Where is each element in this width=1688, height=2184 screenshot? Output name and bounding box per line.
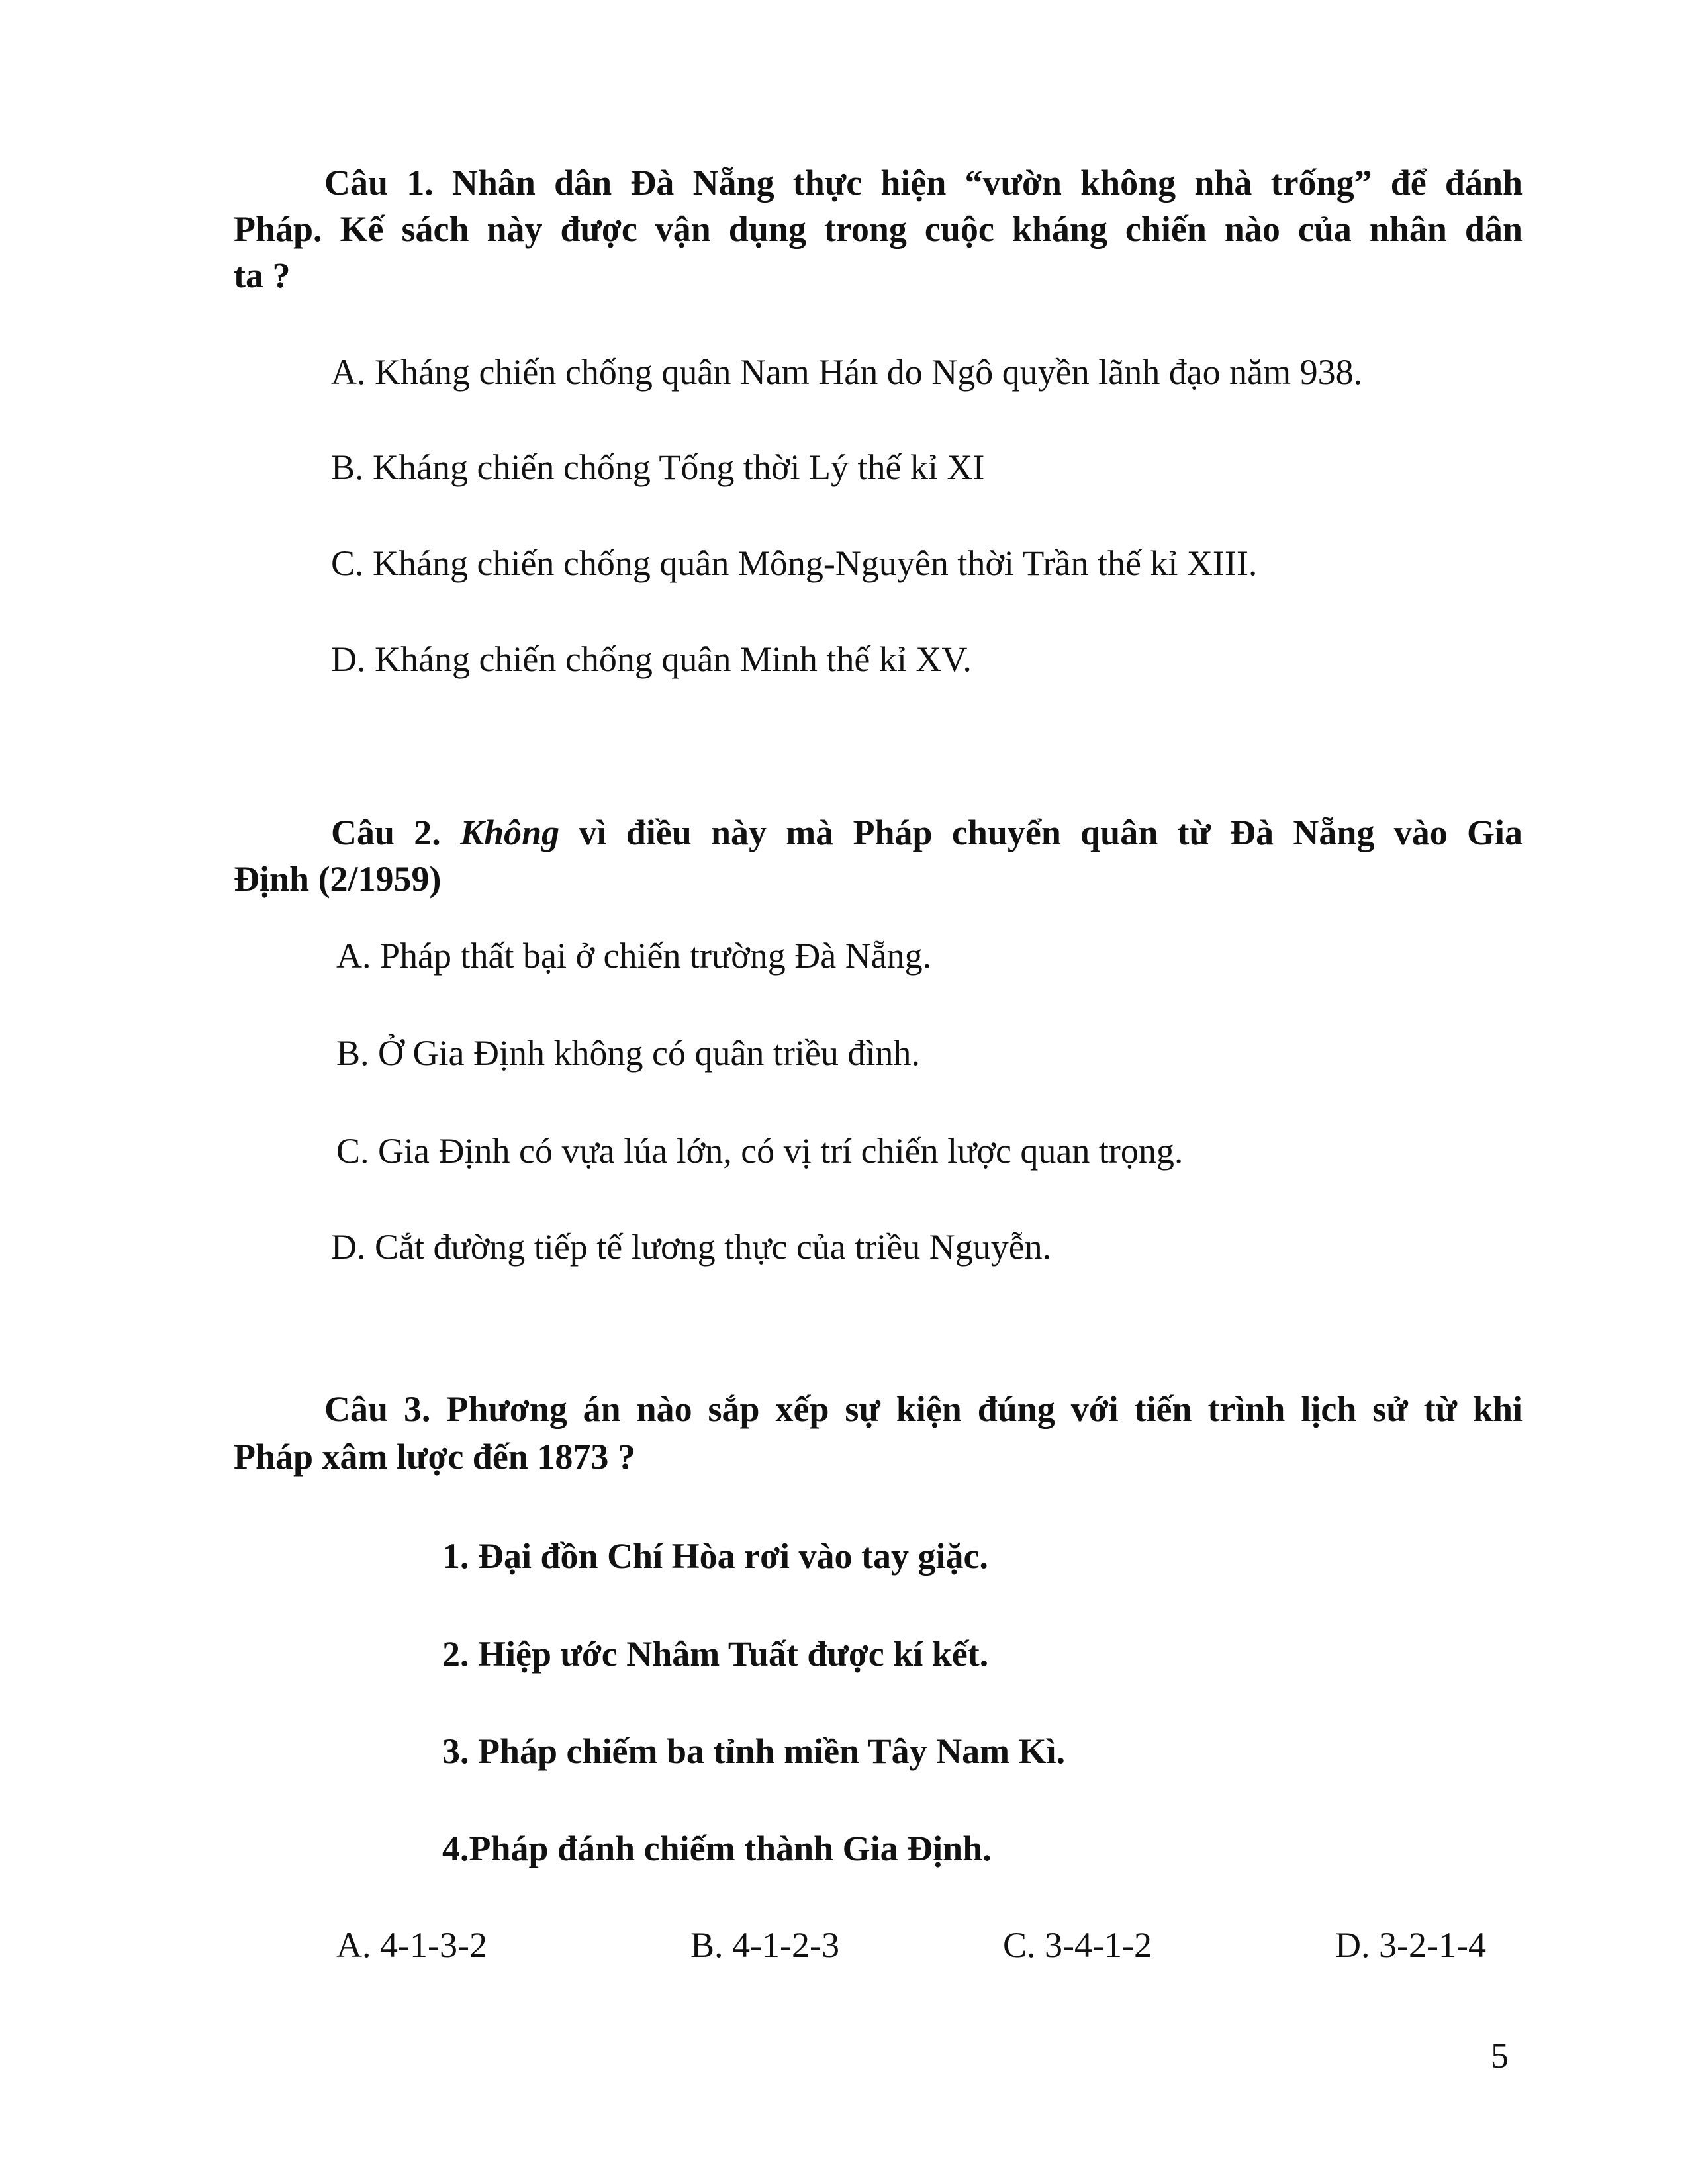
question-2-emphasis: Không xyxy=(460,813,560,852)
question-3-option-c: C. 3-4-1-2 xyxy=(1003,1925,1152,1965)
question-1-line-3: ta ? xyxy=(234,255,291,295)
question-1-option-c: C. Kháng chiến chống quân Mông-Nguyên thời Trần thế kỉ XIII. xyxy=(331,543,1258,583)
question-2-option-a: A. Pháp thất bại ở chiến trường Đà Nẵng. xyxy=(336,936,932,976)
question-2-line-2: Định (2/1959) xyxy=(234,859,442,899)
question-3-number: Câu 3. xyxy=(324,1389,431,1429)
question-1-text-line-1: Nhân dân Đà Nẵng thực hiện “vườn không nhà trống” để đánh xyxy=(451,163,1523,203)
question-2-option-c: C. Gia Định có vựa lúa lớn, có vị trí chiến lược quan trọng. xyxy=(336,1131,1184,1171)
question-3-event-2: 2. Hiệp ước Nhâm Tuất được kí kết. xyxy=(442,1634,989,1674)
question-2-option-b: B. Ở Gia Định không có quân triều đình. xyxy=(336,1033,920,1073)
question-3-line-1 xyxy=(324,1385,1523,1433)
question-3-event-4: 4.Pháp đánh chiếm thành Gia Định. xyxy=(442,1829,992,1868)
question-3-event-1: 1. Đại đồn Chí Hòa rơi vào tay giặc. xyxy=(442,1536,988,1576)
question-3-option-d: D. 3-2-1-4 xyxy=(1335,1925,1486,1965)
question-3-option-b: B. 4-1-2-3 xyxy=(690,1925,839,1965)
question-2-option-d: D. Cắt đường tiếp tế lương thực của triều Nguyễn. xyxy=(331,1227,1052,1267)
question-1-option-b: B. Kháng chiến chống Tống thời Lý thế kỉ XI xyxy=(331,447,985,487)
question-3-option-a: A. 4-1-3-2 xyxy=(336,1925,487,1965)
question-3-line-2: Pháp xâm lược đến 1873 ? xyxy=(234,1437,635,1477)
question-3-event-3: 3. Pháp chiếm ba tỉnh miền Tây Nam Kì. xyxy=(442,1731,1066,1771)
question-2-line-1 xyxy=(331,809,1523,856)
question-1-number: Câu 1. xyxy=(324,163,434,203)
page-number: 5 xyxy=(1491,2036,1509,2075)
question-2-number: Câu 2. xyxy=(331,813,441,852)
question-2-text-line-1: vì điều này mà Pháp chuyển quân từ Đà Nẵng vào Gia xyxy=(579,813,1523,852)
question-1-option-d: D. Kháng chiến chống quân Minh thế kỉ XV. xyxy=(331,639,972,679)
question-1-option-a: A. Kháng chiến chống quân Nam Hán do Ngô quyền lãnh đạo năm 938. xyxy=(331,352,1363,392)
question-1-line-2: Pháp. Kế sách này được vận dụng trong cuộc kháng chiến nào của nhân dân xyxy=(234,209,1523,249)
question-1-line-1 xyxy=(324,159,1523,206)
question-3-text-line-1: Phương án nào sắp xếp sự kiện đúng với tiến trình lịch sử từ khi xyxy=(446,1389,1523,1429)
